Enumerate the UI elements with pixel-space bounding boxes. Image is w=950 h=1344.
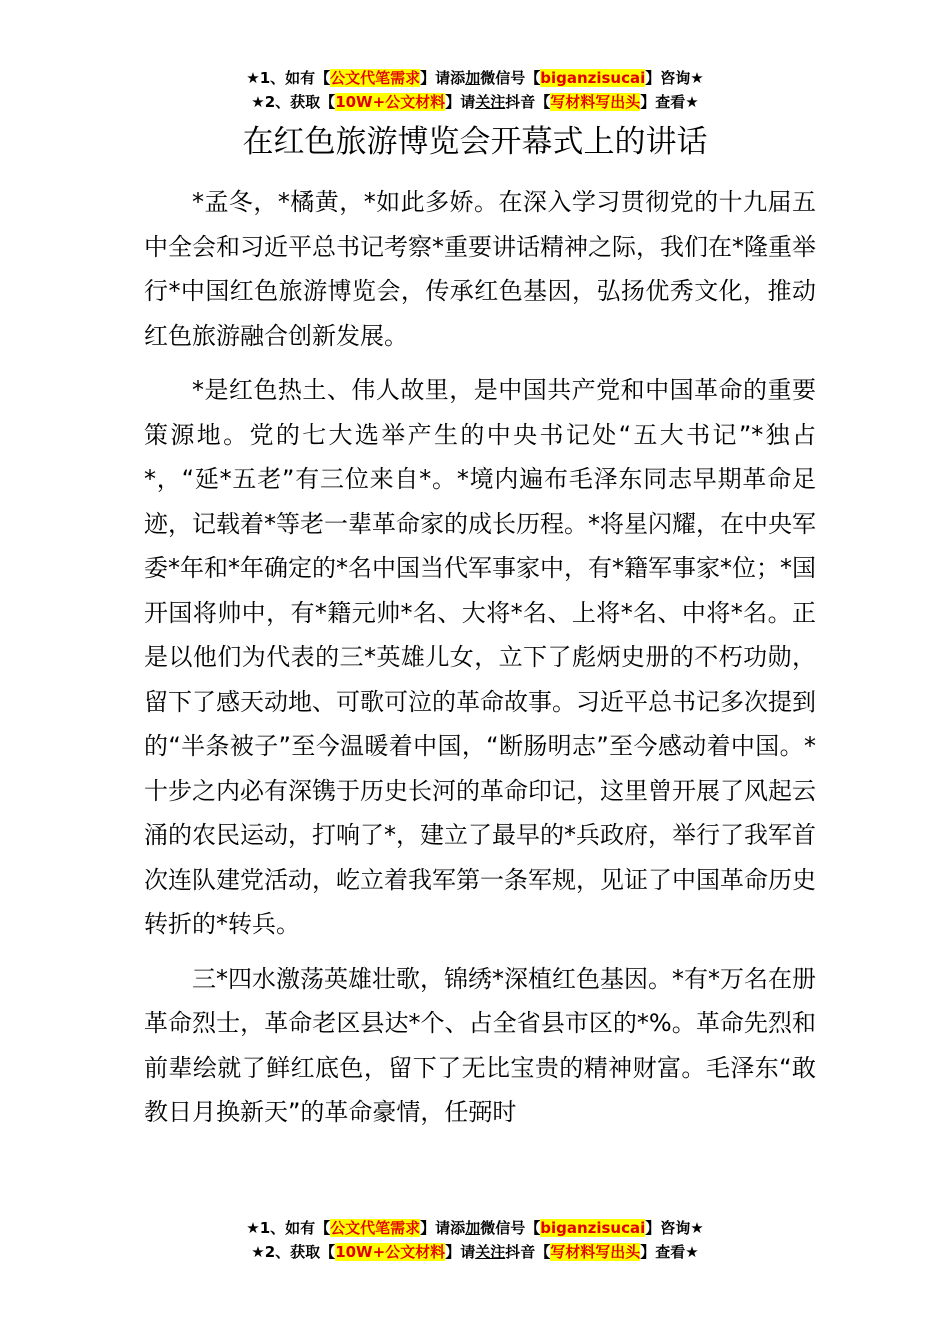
highlight-ghostwriting: 公文代笔需求 [330,69,421,87]
highlight-materials: 10W+公文材料 [335,1243,446,1261]
highlight-wechat-id: biganzisucai [540,69,646,87]
highlight-douyin-account: 写材料写出头 [550,93,641,111]
document-body [144,180,816,1145]
document-title: 在红色旅游博览会开幕式上的讲话 [242,124,708,160]
promo-line-2: ★2、获取【10W+公文材料】请关注抖音【写材料写出头】查看★ [251,1243,699,1261]
promo-line-1: ★1、如有【公文代笔需求】请添加微信号【biganzisucai】咨询★ [246,69,704,87]
promo-footer [0,1216,950,1264]
promo-line-2: ★2、获取【10W+公文材料】请关注抖音【写材料写出头】查看★ [251,93,699,111]
highlight-wechat-id: biganzisucai [540,1219,646,1237]
promo-header [0,66,950,114]
highlight-materials: 10W+公文材料 [335,93,446,111]
highlight-ghostwriting: 公文代笔需求 [330,1219,421,1237]
paragraph: *孟冬，*橘黄，*如此多娇。在深入学习贯彻党的十九届五中全会和习近平总书记考察*重要讲话精神之际，我们在*隆重举行*中国红色旅游博览会，传承红色基因，弘扬优秀文化，推动红色旅游融合创新发展。 [144,188,816,350]
paragraph: 三*四水激荡英雄壮歌，锦绣*深植红色基因。*有*万名在册革命烈士，革命老区县达*个、占全省县市区的*%。革命先烈和前辈绘就了鲜红底色，留下了无比宝贵的精神财富。毛泽东“敢教日月换新天”的革命豪情，任弼时 [144,964,816,1126]
highlight-douyin-account: 写材料写出头 [550,1243,641,1261]
promo-line-1: ★1、如有【公文代笔需求】请添加微信号【biganzisucai】咨询★ [246,1219,704,1237]
paragraph: *是红色热土、伟人故里，是中国共产党和中国革命的重要策源地。党的七大选举产生的中央书记处“五大书记”*独占*，“延*五老”有三位来自*。*境内遍布毛泽东同志早期革命足迹，记载着*等老一辈革命家的成长历程。*将星闪耀，在中央军委*年和*年确定的*名中国当代军事家中，有*籍军事家*位；*国开国将帅中，有*籍元帅*名、大将*名、上将*名、中将*名。正是以他们为代表的三*英雄儿女，立下了彪炳史册的不朽功勋，留下了感天动地、可歌可泣的革命故事。习近平总书记多次提到的“半条被子”至今温暖着中国，“断肠明志”至今感动着中国。*十步之内必有深镌于历史长河的革命印记，这里曾开展了风起云涌的农民运动，打响了*，建立了最早的*兵政府，举行了我军首次连队建党活动，屹立着我军第一条军规，见证了中国革命历史转折的*转兵。 [144,376,816,938]
